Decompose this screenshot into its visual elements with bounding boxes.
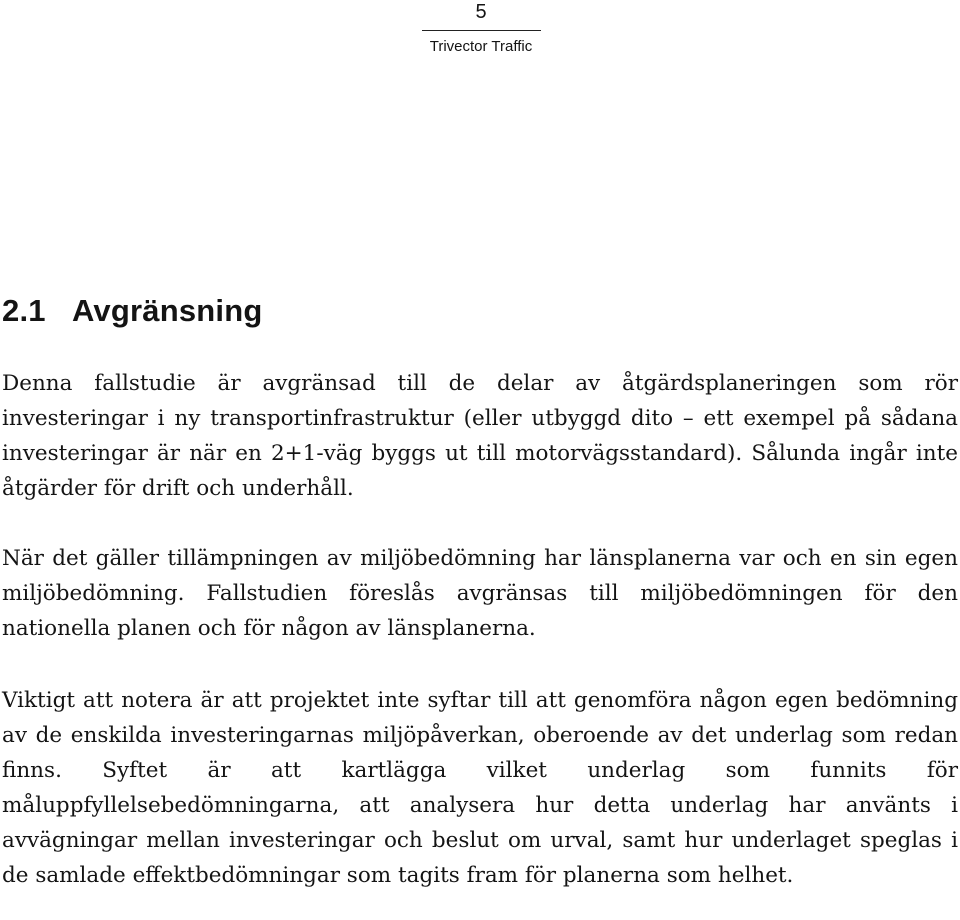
section-title: Avgränsning [72, 293, 263, 328]
header-company-name: Trivector Traffic [429, 38, 533, 55]
header-divider [422, 30, 541, 31]
body-paragraph: Denna fallstudie är avgränsad till de delar av åtgärdsplaneringen som rör investeringar i ny transportinfrastruktur (eller utbyggd dito – ett exempel på sådana investeringar är när en 2+1-väg byggs ut till motorvägsstandard). Sålunda ingår inte åtgärder för drift och underhåll. [2, 371, 958, 501]
body-paragraph: Viktigt att notera är att projektet inte syftar till att genomföra någon egen bedömning av de enskilda investeringarnas miljöpåverkan, oberoende av det underlag som redan finns. Syftet är att kartlägga vilket underlag som funnits för måluppfyllelsebedömningarna, att analysera hur detta underlag har använts i avvägningar mellan investeringar och beslut om urval, samt hur underlaget speglas i de samlade effektbedömningar som tagits fram för planerna som helhet. [2, 688, 958, 888]
body-paragraph: När det gäller tillämpningen av miljöbedömning har länsplanerna var och en sin egen miljöbedömning. Fallstudien föreslås avgränsas till miljöbedömningen för den nationella planen och för någon av länsplanerna. [2, 546, 958, 641]
section-number: 2.1 [2, 293, 46, 328]
section-heading [2, 292, 263, 330]
page-number: 5 [475, 1, 487, 23]
page-header [420, 0, 542, 55]
